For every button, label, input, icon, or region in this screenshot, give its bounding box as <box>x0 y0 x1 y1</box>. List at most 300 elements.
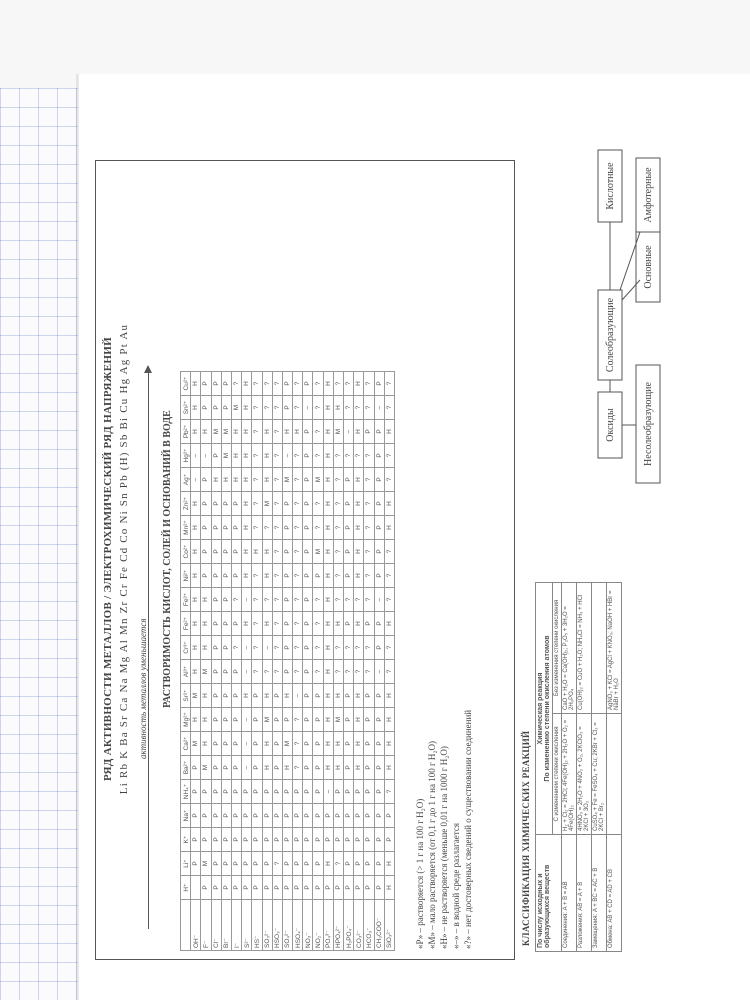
amphoteric-text: Амфотерные <box>643 167 654 223</box>
cation-header: Pb²⁺ <box>181 420 191 444</box>
solubility-cell: Р <box>272 876 282 900</box>
solubility-cell: Р <box>231 492 241 516</box>
anion-label: H₂PO₄⁻ <box>344 900 354 951</box>
solubility-cell: ? <box>364 660 374 684</box>
solubility-cell: ? <box>293 516 303 540</box>
solubility-cell: Р <box>201 780 211 804</box>
solubility-cell: Р <box>303 708 313 732</box>
solubility-cell: Н <box>354 612 364 636</box>
solubility-cell: Р <box>282 372 292 396</box>
solubility-cell: Р <box>201 372 211 396</box>
solubility-cell: Р <box>303 516 313 540</box>
solubility-cell: Р <box>211 372 221 396</box>
solubility-cell: Р <box>231 564 241 588</box>
solubility-cell: Р <box>242 852 252 876</box>
solubility-cell: ? <box>252 420 262 444</box>
solubility-cell: Н <box>201 732 211 756</box>
solubility-cell: Р <box>354 780 364 804</box>
solubility-cell: – <box>344 420 354 444</box>
solubility-cell: Н <box>262 420 272 444</box>
solubility-cell: – <box>293 684 303 708</box>
solubility-cell: Р <box>344 540 354 564</box>
solubility-cell: М <box>201 756 211 780</box>
solubility-cell: Р <box>231 660 241 684</box>
activity-series: Li Rb K Ba Sr Ca Na Mg Al Mn Zr Cr Fe Cd Co Ni Sn Pb (H) Sb Bi Cu Hg Ag Pt Au <box>118 323 130 795</box>
solubility-cell: ? <box>272 540 282 564</box>
solubility-cell: ? <box>252 492 262 516</box>
cation-header: K⁺ <box>181 828 191 852</box>
solubility-cell: М <box>211 420 221 444</box>
solubility-cell: ? <box>384 588 394 612</box>
solubility-cell: Н <box>231 468 241 492</box>
solubility-cell: Р <box>221 756 231 780</box>
solubility-cell: Р <box>344 684 354 708</box>
cation-header: Cr³⁺ <box>181 636 191 660</box>
solubility-cell: Р <box>252 852 262 876</box>
solubility-cell: Р <box>344 732 354 756</box>
cation-header: Sr²⁺ <box>181 684 191 708</box>
solubility-cell: Р <box>191 756 201 780</box>
solubility-cell: ? <box>252 468 262 492</box>
anion-label: F⁻ <box>201 900 211 951</box>
solubility-cell: – <box>242 588 252 612</box>
solubility-cell: Р <box>262 876 272 900</box>
solubility-cell: М <box>282 732 292 756</box>
anion-label: I⁻ <box>231 900 241 951</box>
solubility-cell: Н <box>323 732 333 756</box>
solubility-cell: Р <box>211 660 221 684</box>
solubility-cell: Р <box>211 828 221 852</box>
solubility-cell: Р <box>333 876 343 900</box>
solubility-cell: Р <box>354 828 364 852</box>
solubility-cell: Р <box>221 708 231 732</box>
solubility-cell: Р <box>211 876 221 900</box>
solubility-cell: Н <box>323 564 333 588</box>
solubility-cell: Р <box>242 804 252 828</box>
solubility-cell: Р <box>201 540 211 564</box>
solubility-cell: Н <box>242 396 252 420</box>
solubility-cell: Р <box>231 516 241 540</box>
solubility-cell: Н <box>323 516 333 540</box>
solubility-cell: Н <box>191 564 201 588</box>
solubility-cell: Н <box>333 684 343 708</box>
solubility-cell: Р <box>201 564 211 588</box>
solubility-cell: Р <box>211 636 221 660</box>
solubility-cell: Н <box>191 708 201 732</box>
solubility-cell: Н <box>354 372 364 396</box>
solubility-cell: Н <box>191 372 201 396</box>
solubility-cell: Р <box>231 684 241 708</box>
solubility-cell: Р <box>191 852 201 876</box>
cation-header: Ba²⁺ <box>181 756 191 780</box>
solubility-cell: Н <box>262 756 272 780</box>
reaction-type: Разложения: AB = A + B <box>577 835 592 952</box>
solubility-cell: Р <box>374 444 384 468</box>
solubility-cell: Н <box>201 636 211 660</box>
classification-sub-a: С изменением степени окисления <box>553 713 562 834</box>
solubility-cell: Р <box>303 732 313 756</box>
solubility-cell: Н <box>242 468 252 492</box>
solubility-cell: ? <box>333 492 343 516</box>
oxides-root-text: Оксиды <box>605 408 616 442</box>
solubility-cell: ? <box>313 372 323 396</box>
solubility-cell: Н <box>242 492 252 516</box>
solubility-cell: Р <box>364 780 374 804</box>
solubility-cell: Р <box>364 732 374 756</box>
cation-header: Zn²⁺ <box>181 492 191 516</box>
salt-text: Солеобразующие <box>605 297 616 373</box>
solubility-cell: М <box>221 444 231 468</box>
solubility-cell: Р <box>303 612 313 636</box>
solubility-cell: Р <box>282 660 292 684</box>
solubility-cell: ? <box>313 516 323 540</box>
solubility-cell: ? <box>262 660 272 684</box>
solubility-cell: Р <box>211 516 221 540</box>
solubility-cell: Р <box>231 756 241 780</box>
solubility-cell: ? <box>293 564 303 588</box>
solubility-cell: ? <box>293 660 303 684</box>
solubility-cell: Р <box>231 708 241 732</box>
solubility-cell: Н <box>384 420 394 444</box>
solubility-cell: Р <box>364 708 374 732</box>
solubility-cell: Р <box>384 828 394 852</box>
solubility-cell: Р <box>303 492 313 516</box>
solubility-cell: ? <box>262 588 272 612</box>
solubility-cell: ? <box>272 588 282 612</box>
solubility-cell: Р <box>282 396 292 420</box>
solubility-cell: Р <box>374 540 384 564</box>
solubility-cell: ? <box>313 588 323 612</box>
solubility-cell: Н <box>201 708 211 732</box>
solubility-cell: Р <box>303 420 313 444</box>
solubility-cell: Р <box>333 780 343 804</box>
solubility-cell: Р <box>221 876 231 900</box>
anion-label: SiO₃²⁻ <box>384 900 394 951</box>
solubility-cell: ? <box>272 468 282 492</box>
acidic-text: Кислотные <box>605 162 616 210</box>
solubility-cell: Р <box>374 780 384 804</box>
solubility-cell: Р <box>313 804 323 828</box>
solubility-cell: Р <box>221 732 231 756</box>
solubility-cell: Н <box>323 444 333 468</box>
solubility-cell: Р <box>313 564 323 588</box>
solubility-cell: ? <box>344 396 354 420</box>
solubility-cell: Р <box>303 564 313 588</box>
solubility-cell: Н <box>191 612 201 636</box>
solubility-cell: – <box>242 756 252 780</box>
solubility-cell: Н <box>242 612 252 636</box>
solubility-cell: ? <box>333 564 343 588</box>
solubility-cell: Р <box>344 852 354 876</box>
solubility-cell: Н <box>201 612 211 636</box>
solubility-cell: ? <box>333 468 343 492</box>
solubility-cell: М <box>191 732 201 756</box>
solubility-cell: Н <box>354 684 364 708</box>
solubility-cell: ? <box>384 468 394 492</box>
solubility-cell: Р <box>354 804 364 828</box>
solubility-cell: Н <box>354 540 364 564</box>
solubility-cell: Н <box>221 468 231 492</box>
solubility-cell: Р <box>211 588 221 612</box>
solubility-cell: Р <box>333 828 343 852</box>
solubility-cell: Р <box>211 852 221 876</box>
solubility-cell: ? <box>293 372 303 396</box>
cation-header: Li⁺ <box>181 852 191 876</box>
solubility-cell: Н <box>191 492 201 516</box>
activity-title: РЯД АКТИВНОСТИ МЕТАЛЛОВ / ЭЛЕКТРОХИМИЧЕСКИЙ РЯД НАПРЯЖЕНИЙ <box>102 337 114 781</box>
solubility-cell: Р <box>282 564 292 588</box>
solubility-cell: Р <box>211 732 221 756</box>
solubility-cell: Р <box>303 636 313 660</box>
solubility-cell: Н <box>323 708 333 732</box>
solubility-cell: Р <box>231 876 241 900</box>
solubility-cell: Р <box>231 852 241 876</box>
cation-header: Na⁺ <box>181 804 191 828</box>
solubility-cell: Р <box>282 636 292 660</box>
solubility-cell: Р <box>364 612 374 636</box>
solubility-cell: Р <box>201 396 211 420</box>
solubility-cell: ? <box>252 444 262 468</box>
solubility-cell: Р <box>374 516 384 540</box>
solubility-cell: Р <box>221 660 231 684</box>
reaction-type: Замещения: A + BC = AC + B <box>592 835 607 952</box>
solubility-cell: – <box>201 444 211 468</box>
solubility-cell: Р <box>221 828 231 852</box>
solubility-cell: ? <box>252 612 262 636</box>
solubility-cell: Р <box>201 516 211 540</box>
solubility-cell: Н <box>384 732 394 756</box>
solubility-cell: ? <box>293 756 303 780</box>
solubility-cell: Р <box>211 756 221 780</box>
solubility-cell: Н <box>282 420 292 444</box>
solubility-cell: Н <box>323 852 333 876</box>
solubility-cell: Р <box>303 876 313 900</box>
solubility-cell: ? <box>313 420 323 444</box>
anion-label: PO₄³⁻ <box>323 900 333 951</box>
solubility-cell: ? <box>262 516 272 540</box>
solubility-cell: М <box>313 468 323 492</box>
solubility-cell: Р <box>242 828 252 852</box>
solubility-cell: – <box>242 732 252 756</box>
solubility-cell: Н <box>323 420 333 444</box>
solubility-cell: ? <box>272 492 282 516</box>
solubility-cell: Н <box>201 684 211 708</box>
solubility-cell: Р <box>374 636 384 660</box>
solubility-cell: ? <box>333 540 343 564</box>
solubility-cell: Н <box>384 684 394 708</box>
solubility-cell: Н <box>323 492 333 516</box>
solubility-cell: ? <box>384 396 394 420</box>
solubility-cell: Н <box>262 444 272 468</box>
solubility-cell: ? <box>333 372 343 396</box>
solubility-cell: ? <box>293 636 303 660</box>
solubility-cell: – <box>191 468 201 492</box>
solubility-cell: Р <box>374 420 384 444</box>
solubility-cell: М <box>333 708 343 732</box>
solubility-cell: Р <box>323 804 333 828</box>
solubility-cell: Р <box>374 756 384 780</box>
solubility-cell: Р <box>242 876 252 900</box>
solubility-cell: Р <box>221 804 231 828</box>
solubility-cell: Н <box>323 612 333 636</box>
solubility-cell: Н <box>323 636 333 660</box>
solubility-cell: Р <box>293 876 303 900</box>
solubility-cell: Р <box>211 396 221 420</box>
solubility-cell: Р <box>211 684 221 708</box>
solubility-cell: ? <box>344 444 354 468</box>
solubility-cell: – <box>282 444 292 468</box>
solubility-cell: Р <box>364 756 374 780</box>
cation-header: H⁺ <box>181 876 191 900</box>
solubility-cell: Н <box>191 660 201 684</box>
solubility-cell: Н <box>354 516 364 540</box>
solubility-cell: ? <box>272 564 282 588</box>
solubility-cell: Н <box>191 636 201 660</box>
solubility-cell: Р <box>282 588 292 612</box>
solubility-cell: Р <box>344 804 354 828</box>
solubility-cell: Н <box>242 564 252 588</box>
solubility-cell: Н <box>242 684 252 708</box>
solubility-cell: Р <box>252 780 262 804</box>
solubility-cell: ? <box>293 444 303 468</box>
solubility-cell: Р <box>344 612 354 636</box>
cation-header: Cu²⁺ <box>181 372 191 396</box>
solubility-cell: ? <box>333 852 343 876</box>
solubility-cell: Р <box>262 780 272 804</box>
solubility-cell: Р <box>303 804 313 828</box>
solubility-cell: Р <box>211 612 221 636</box>
solubility-cell: М <box>333 420 343 444</box>
anion-label: HS⁻ <box>252 900 262 951</box>
anion-label: SO₄²⁻ <box>282 900 292 951</box>
solubility-cell: ? <box>364 540 374 564</box>
anion-label: Br⁻ <box>221 900 231 951</box>
solubility-cell: Н <box>242 444 252 468</box>
solubility-cell: Р <box>191 804 201 828</box>
solubility-cell: ? <box>354 444 364 468</box>
solubility-cell: Н <box>323 468 333 492</box>
solubility-cell: ? <box>354 636 364 660</box>
classification-col3-label: По изменению степени окисления атомов <box>544 635 551 782</box>
solubility-cell: Р <box>262 852 272 876</box>
solubility-cell: М <box>282 468 292 492</box>
solubility-cell: Р <box>303 780 313 804</box>
solubility-cell: Н <box>191 420 201 444</box>
solubility-cell: Р <box>303 540 313 564</box>
solubility-cell: ? <box>252 396 262 420</box>
solubility-cell: ? <box>252 636 262 660</box>
solubility-cell: Н <box>282 684 292 708</box>
solubility-cell: Р <box>364 684 374 708</box>
anion-label: S²⁻ <box>242 900 252 951</box>
solubility-cell: ? <box>272 444 282 468</box>
solubility-cell: ? <box>252 564 262 588</box>
solubility-cell: ? <box>293 612 303 636</box>
solubility-cell: Р <box>201 876 211 900</box>
solubility-cell: Р <box>344 756 354 780</box>
solubility-cell: Р <box>282 516 292 540</box>
solubility-cell: Н <box>354 492 364 516</box>
solubility-cell: Н <box>191 540 201 564</box>
solubility-cell: Р <box>272 756 282 780</box>
reaction-example-b: Cu(OH)₂ = CuO + H₂O; NH₄Cl = NH₃ + HCl <box>577 583 592 714</box>
solubility-cell: Н <box>384 756 394 780</box>
solubility-cell: Р <box>231 540 241 564</box>
solubility-cell: ? <box>272 372 282 396</box>
solubility-cell: Р <box>364 852 374 876</box>
solubility-cell: – <box>374 660 384 684</box>
solubility-cell: М <box>201 660 211 684</box>
solubility-cell: Р <box>303 372 313 396</box>
solubility-cell: ? <box>313 396 323 420</box>
solubility-cell: Р <box>252 804 262 828</box>
solubility-cell: – <box>323 780 333 804</box>
solubility-cell: Р <box>282 828 292 852</box>
solubility-cell: Р <box>303 588 313 612</box>
solubility-cell: Р <box>221 588 231 612</box>
solubility-cell: Р <box>384 804 394 828</box>
solubility-cell: Н <box>354 708 364 732</box>
non-salt-text: Несолеобразующие <box>643 382 654 466</box>
solubility-cell: Р <box>272 780 282 804</box>
solubility-cell: Н <box>191 396 201 420</box>
solubility-cell: Р <box>252 756 262 780</box>
solubility-cell: – <box>242 708 252 732</box>
solubility-cell: ? <box>313 636 323 660</box>
solubility-cell: Р <box>221 780 231 804</box>
solubility-cell: ? <box>354 588 364 612</box>
solubility-cell: Р <box>374 804 384 828</box>
solubility-cell: Н <box>354 732 364 756</box>
solubility-cell: Н <box>262 684 272 708</box>
solubility-cell: ? <box>364 636 374 660</box>
solubility-cell: ? <box>333 444 343 468</box>
solubility-cell: Р <box>231 780 241 804</box>
solubility-cell: Р <box>282 492 292 516</box>
solubility-cell: Р <box>313 852 323 876</box>
solubility-cell: Н <box>293 420 303 444</box>
solubility-cell: Н <box>191 516 201 540</box>
solubility-cell: ? <box>293 468 303 492</box>
solubility-cell: Н <box>333 732 343 756</box>
solubility-cell: Р <box>374 732 384 756</box>
solubility-cell: Р <box>293 852 303 876</box>
solubility-cell: ? <box>272 420 282 444</box>
solubility-cell: Н <box>384 852 394 876</box>
legend-item: «Н» – не растворяется (меньше 0,01 г на 1000 г H₂O) <box>439 746 449 949</box>
cation-header: Ca²⁺ <box>181 732 191 756</box>
reaction-example-a: 4HNO₃ = 2H₂O + 4NO₂ + O₂; 2KClO₃ = 2KCl + 3O₂ <box>577 713 592 834</box>
solubility-cell: Н <box>242 372 252 396</box>
solubility-cell: ? <box>293 540 303 564</box>
solubility-cell: Р <box>211 780 221 804</box>
solubility-cell: Р <box>231 804 241 828</box>
solubility-cell: Н <box>384 708 394 732</box>
cation-header: Ni²⁺ <box>181 564 191 588</box>
solubility-cell: ? <box>293 708 303 732</box>
cation-header: Co²⁺ <box>181 540 191 564</box>
solubility-cell: ? <box>262 396 272 420</box>
solubility-cell: Р <box>374 468 384 492</box>
solubility-cell: ? <box>272 612 282 636</box>
solubility-cell: Р <box>303 756 313 780</box>
solubility-cell: Р <box>221 492 231 516</box>
solubility-cell: Н <box>262 732 272 756</box>
solubility-cell: Н <box>191 588 201 612</box>
solubility-cell: Р <box>323 828 333 852</box>
solubility-cell: Р <box>201 804 211 828</box>
anion-label: OH⁻ <box>191 900 201 951</box>
